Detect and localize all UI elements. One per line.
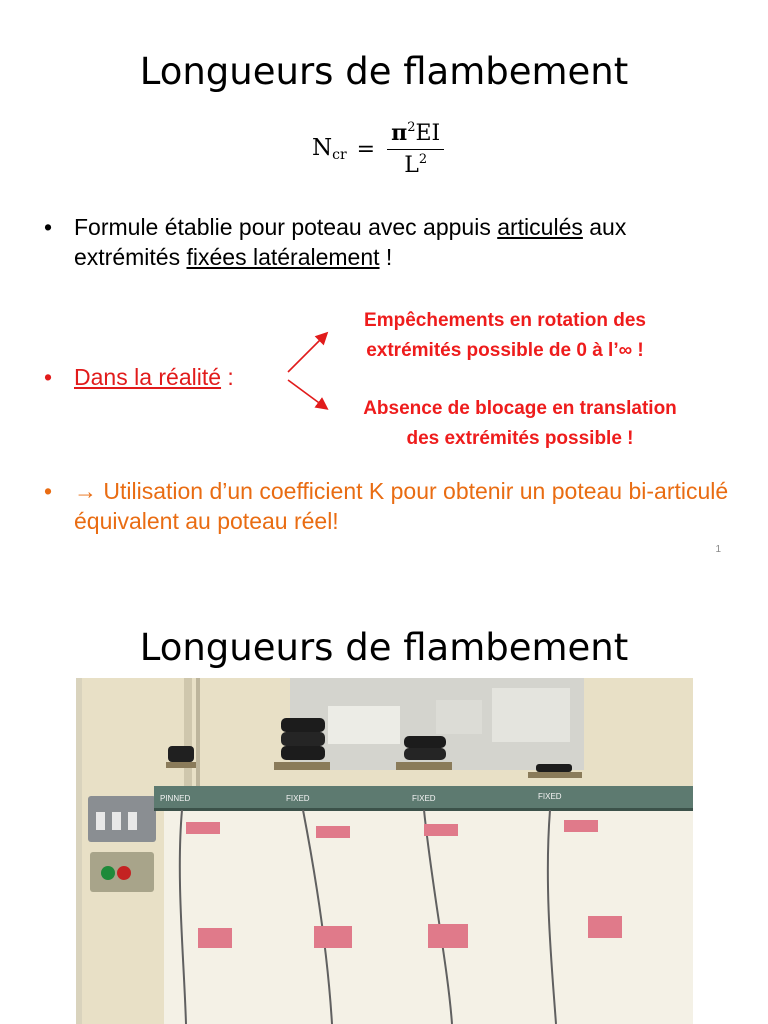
stop-button-icon bbox=[117, 866, 131, 880]
underlined-reality: Dans la réalité bbox=[74, 364, 222, 390]
label-fixed-1: FIXED bbox=[286, 794, 310, 803]
buckling-test-photo bbox=[76, 678, 693, 1024]
underlined-fixees: fixées latéralement bbox=[186, 244, 380, 270]
start-button-icon bbox=[101, 866, 115, 880]
slide-2 bbox=[0, 576, 768, 1024]
formula-equals: = bbox=[356, 136, 376, 162]
right-arrow-icon: → bbox=[74, 478, 97, 504]
buckling-formula bbox=[312, 120, 444, 178]
bullet-reality: • Dans la réalité : bbox=[44, 364, 234, 390]
label-fixed-2: FIXED bbox=[412, 794, 436, 803]
formula-lhs: $N_{cr}$ bbox=[312, 135, 347, 163]
bullet-marker: • bbox=[44, 364, 53, 390]
arrow-up bbox=[288, 334, 326, 372]
formula-denominator: $L^2$ bbox=[404, 152, 428, 178]
formula-fraction bbox=[387, 120, 444, 178]
bullet-marker: • bbox=[44, 214, 53, 240]
slide-1-title: Longueurs de flambement bbox=[139, 50, 629, 93]
bullet-formula-origin: • Formule établie pour poteau avec appuis articulés aux extrémités fixées latéralement ! bbox=[44, 214, 627, 270]
label-fixed-3: FIXED bbox=[538, 792, 562, 801]
page-number: 1 bbox=[715, 544, 721, 555]
formula-numerator: $\pi^2EI$ bbox=[387, 120, 444, 150]
bullet-coefficient-k: • → Utilisation d’un coefficient K pour obtenir un poteau bi-articulé équivalent au poteau réel! bbox=[44, 478, 729, 534]
bullet-marker: • bbox=[44, 478, 53, 504]
underlined-articules: articulés bbox=[497, 214, 583, 240]
note-translation: Absence de blocage en translation des extrémités possible ! bbox=[363, 398, 677, 449]
arrow-down bbox=[288, 380, 326, 408]
note-rotation: Empêchements en rotation des extrémités possible de 0 à l’∞ ! bbox=[364, 310, 646, 361]
slide-2-title: Longueurs de flambement bbox=[139, 626, 629, 669]
label-pinned: PINNED bbox=[160, 794, 191, 803]
